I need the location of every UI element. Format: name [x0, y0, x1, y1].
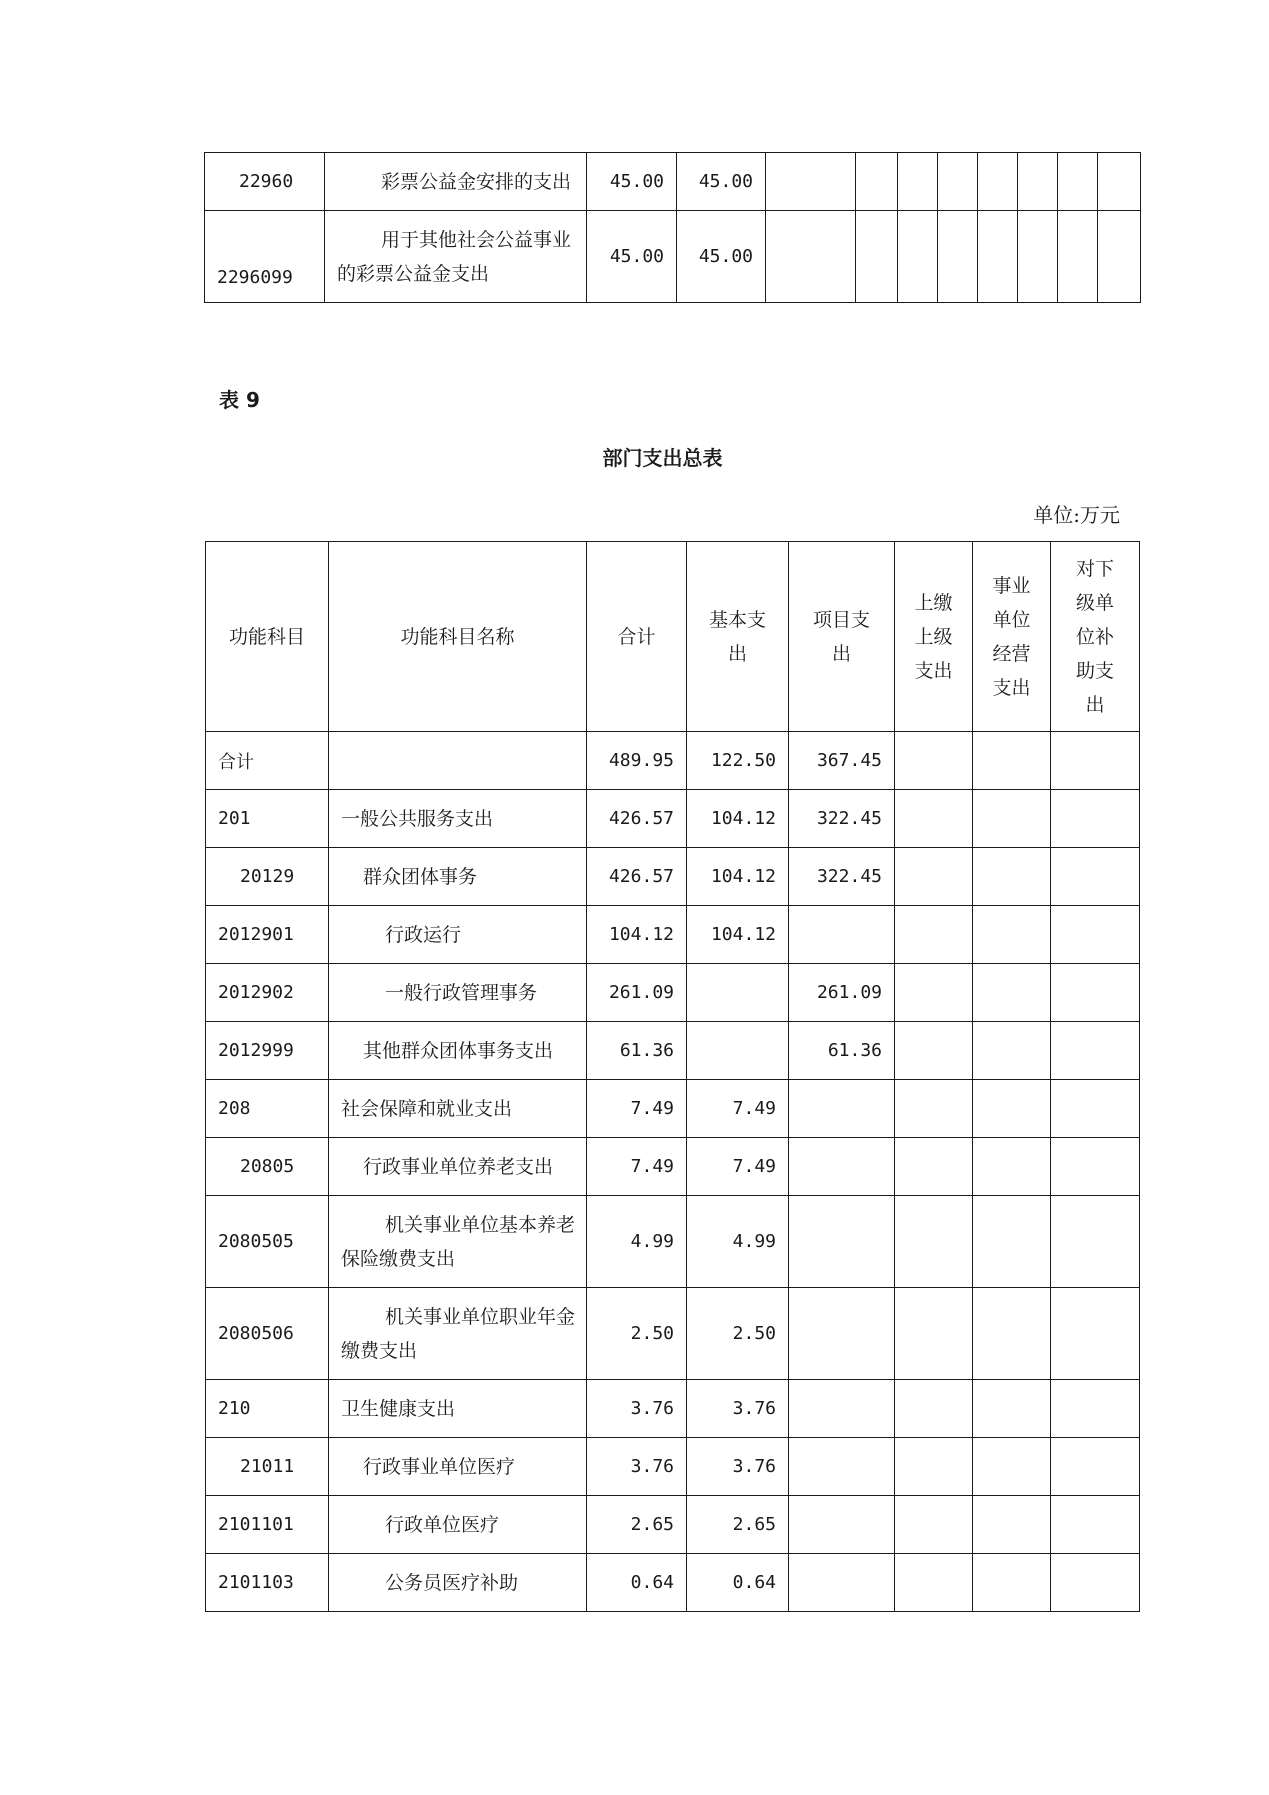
total-cell: 7.49 — [587, 1080, 687, 1138]
empty-cell — [1051, 1080, 1140, 1138]
header-upper: 上缴上级支出 — [895, 542, 973, 732]
table-row — [206, 1496, 1140, 1554]
table-row — [205, 211, 1141, 303]
table-header-row — [206, 542, 1140, 732]
basic-cell: 104.12 — [687, 848, 789, 906]
project-cell — [789, 1438, 895, 1496]
empty-cell — [1051, 732, 1140, 790]
basic-cell: 45.00 — [677, 153, 766, 211]
header-basic: 基本支出 — [687, 542, 789, 732]
header-business: 事业单位经营支出 — [973, 542, 1051, 732]
empty-cell — [895, 1138, 973, 1196]
project-cell — [789, 1196, 895, 1288]
project-cell: 61.36 — [789, 1022, 895, 1080]
header-code: 功能科目 — [206, 542, 329, 732]
project-cell — [789, 1288, 895, 1380]
table-row — [206, 1022, 1140, 1080]
total-cell: 0.64 — [587, 1554, 687, 1612]
name-cell: 机关事业单位基本养老保险缴费支出 — [329, 1196, 587, 1288]
basic-cell: 45.00 — [677, 211, 766, 303]
name-cell: 用于其他社会公益事业的彩票公益金支出 — [325, 211, 587, 303]
table-row — [206, 906, 1140, 964]
empty-cell — [973, 732, 1051, 790]
empty-cell — [1051, 1022, 1140, 1080]
code-cell: 2080506 — [206, 1288, 329, 1380]
code-cell: 2012902 — [206, 964, 329, 1022]
empty-cell — [895, 848, 973, 906]
name-cell: 行政事业单位养老支出 — [329, 1138, 587, 1196]
basic-cell: 4.99 — [687, 1196, 789, 1288]
empty-cell — [895, 1496, 973, 1554]
previous-table-fragment — [204, 152, 1141, 303]
basic-cell: 104.12 — [687, 790, 789, 848]
table-row — [205, 153, 1141, 211]
code-cell: 2080505 — [206, 1196, 329, 1288]
code-cell: 2296099 — [205, 211, 325, 303]
project-cell — [789, 1554, 895, 1612]
project-cell: 322.45 — [789, 848, 895, 906]
table-row — [206, 790, 1140, 848]
empty-cell — [973, 1496, 1051, 1554]
empty-cell — [973, 1438, 1051, 1496]
total-cell: 426.57 — [587, 790, 687, 848]
empty-cell — [895, 1080, 973, 1138]
unit-label: 单位:万元 — [1033, 503, 1120, 527]
name-cell: 机关事业单位职业年金缴费支出 — [329, 1288, 587, 1380]
table-row — [206, 1438, 1140, 1496]
empty-cell — [895, 1554, 973, 1612]
basic-cell — [687, 964, 789, 1022]
code-cell: 2101101 — [206, 1496, 329, 1554]
header-subsidy: 对下级单位补助支出 — [1051, 542, 1140, 732]
empty-cell — [1051, 1380, 1140, 1438]
table-row — [206, 1554, 1140, 1612]
total-cell: 4.99 — [587, 1196, 687, 1288]
basic-cell: 3.76 — [687, 1438, 789, 1496]
code-cell: 2012901 — [206, 906, 329, 964]
table-label: 表 9 — [219, 388, 260, 412]
empty-cell — [973, 1288, 1051, 1380]
code-cell: 210 — [206, 1380, 329, 1438]
empty-cell — [973, 906, 1051, 964]
name-cell: 公务员医疗补助 — [329, 1554, 587, 1612]
name-cell: 群众团体事务 — [329, 848, 587, 906]
name-cell: 彩票公益金安排的支出 — [325, 153, 587, 211]
empty-cell — [973, 1080, 1051, 1138]
total-cell: 61.36 — [587, 1022, 687, 1080]
empty-cell — [895, 1380, 973, 1438]
name-cell — [329, 732, 587, 790]
header-name: 功能科目名称 — [329, 542, 587, 732]
empty-cell — [1051, 1288, 1140, 1380]
total-cell: 2.65 — [587, 1496, 687, 1554]
name-cell: 一般行政管理事务 — [329, 964, 587, 1022]
project-cell — [789, 906, 895, 964]
empty-cell — [973, 1022, 1051, 1080]
empty-cell — [973, 1554, 1051, 1612]
empty-cell — [895, 732, 973, 790]
total-cell: 3.76 — [587, 1380, 687, 1438]
empty-cell — [1051, 848, 1140, 906]
empty-cell — [1051, 1138, 1140, 1196]
empty-cell — [973, 1380, 1051, 1438]
empty-cell — [1051, 790, 1140, 848]
total-cell: 261.09 — [587, 964, 687, 1022]
empty-cell — [973, 790, 1051, 848]
code-cell: 22960 — [205, 153, 325, 211]
table-row — [206, 1196, 1140, 1288]
header-total: 合计 — [587, 542, 687, 732]
project-cell — [789, 1380, 895, 1438]
empty-cell — [1051, 1438, 1140, 1496]
code-cell: 208 — [206, 1080, 329, 1138]
code-cell: 2012999 — [206, 1022, 329, 1080]
code-cell: 合计 — [206, 732, 329, 790]
total-cell: 3.76 — [587, 1438, 687, 1496]
name-cell: 社会保障和就业支出 — [329, 1080, 587, 1138]
empty-cell — [1051, 1496, 1140, 1554]
header-project: 项目支出 — [789, 542, 895, 732]
empty-cell — [1051, 964, 1140, 1022]
project-cell: 261.09 — [789, 964, 895, 1022]
empty-cell — [895, 906, 973, 964]
basic-cell: 104.12 — [687, 906, 789, 964]
basic-cell: 7.49 — [687, 1080, 789, 1138]
table-row — [206, 1288, 1140, 1380]
basic-cell: 2.65 — [687, 1496, 789, 1554]
empty-cell — [895, 1288, 973, 1380]
code-cell: 21011 — [206, 1438, 329, 1496]
empty-cell — [973, 1138, 1051, 1196]
empty-cell — [1051, 1554, 1140, 1612]
empty-cell — [973, 848, 1051, 906]
name-cell: 卫生健康支出 — [329, 1380, 587, 1438]
project-cell — [789, 1496, 895, 1554]
expenditure-summary-table — [205, 541, 1140, 1612]
empty-cell — [895, 1196, 973, 1288]
empty-cell — [895, 1438, 973, 1496]
table-row — [206, 1080, 1140, 1138]
code-cell: 2101103 — [206, 1554, 329, 1612]
project-cell: 367.45 — [789, 732, 895, 790]
project-cell — [789, 1138, 895, 1196]
code-cell: 20805 — [206, 1138, 329, 1196]
empty-cell — [895, 790, 973, 848]
table-body — [206, 732, 1140, 1612]
table-row — [206, 732, 1140, 790]
table-row — [206, 964, 1140, 1022]
basic-cell: 7.49 — [687, 1138, 789, 1196]
code-cell: 20129 — [206, 848, 329, 906]
total-cell: 45.00 — [587, 211, 677, 303]
name-cell: 其他群众团体事务支出 — [329, 1022, 587, 1080]
name-cell: 行政单位医疗 — [329, 1496, 587, 1554]
empty-cell — [895, 964, 973, 1022]
basic-cell: 3.76 — [687, 1380, 789, 1438]
total-cell: 7.49 — [587, 1138, 687, 1196]
code-cell: 201 — [206, 790, 329, 848]
basic-cell: 0.64 — [687, 1554, 789, 1612]
empty-cell — [895, 1022, 973, 1080]
table-row — [206, 1380, 1140, 1438]
basic-cell: 2.50 — [687, 1288, 789, 1380]
basic-cell: 122.50 — [687, 732, 789, 790]
name-cell: 行政事业单位医疗 — [329, 1438, 587, 1496]
table-row — [206, 1138, 1140, 1196]
empty-cell — [973, 964, 1051, 1022]
total-cell: 2.50 — [587, 1288, 687, 1380]
basic-cell — [687, 1022, 789, 1080]
table-row — [206, 848, 1140, 906]
total-cell: 489.95 — [587, 732, 687, 790]
project-cell: 322.45 — [789, 790, 895, 848]
empty-cell — [1051, 1196, 1140, 1288]
page-title: 部门支出总表 — [602, 446, 723, 470]
total-cell: 45.00 — [587, 153, 677, 211]
name-cell: 一般公共服务支出 — [329, 790, 587, 848]
project-cell — [789, 1080, 895, 1138]
empty-cell — [973, 1196, 1051, 1288]
empty-cell — [1051, 906, 1140, 964]
name-cell: 行政运行 — [329, 906, 587, 964]
total-cell: 426.57 — [587, 848, 687, 906]
total-cell: 104.12 — [587, 906, 687, 964]
